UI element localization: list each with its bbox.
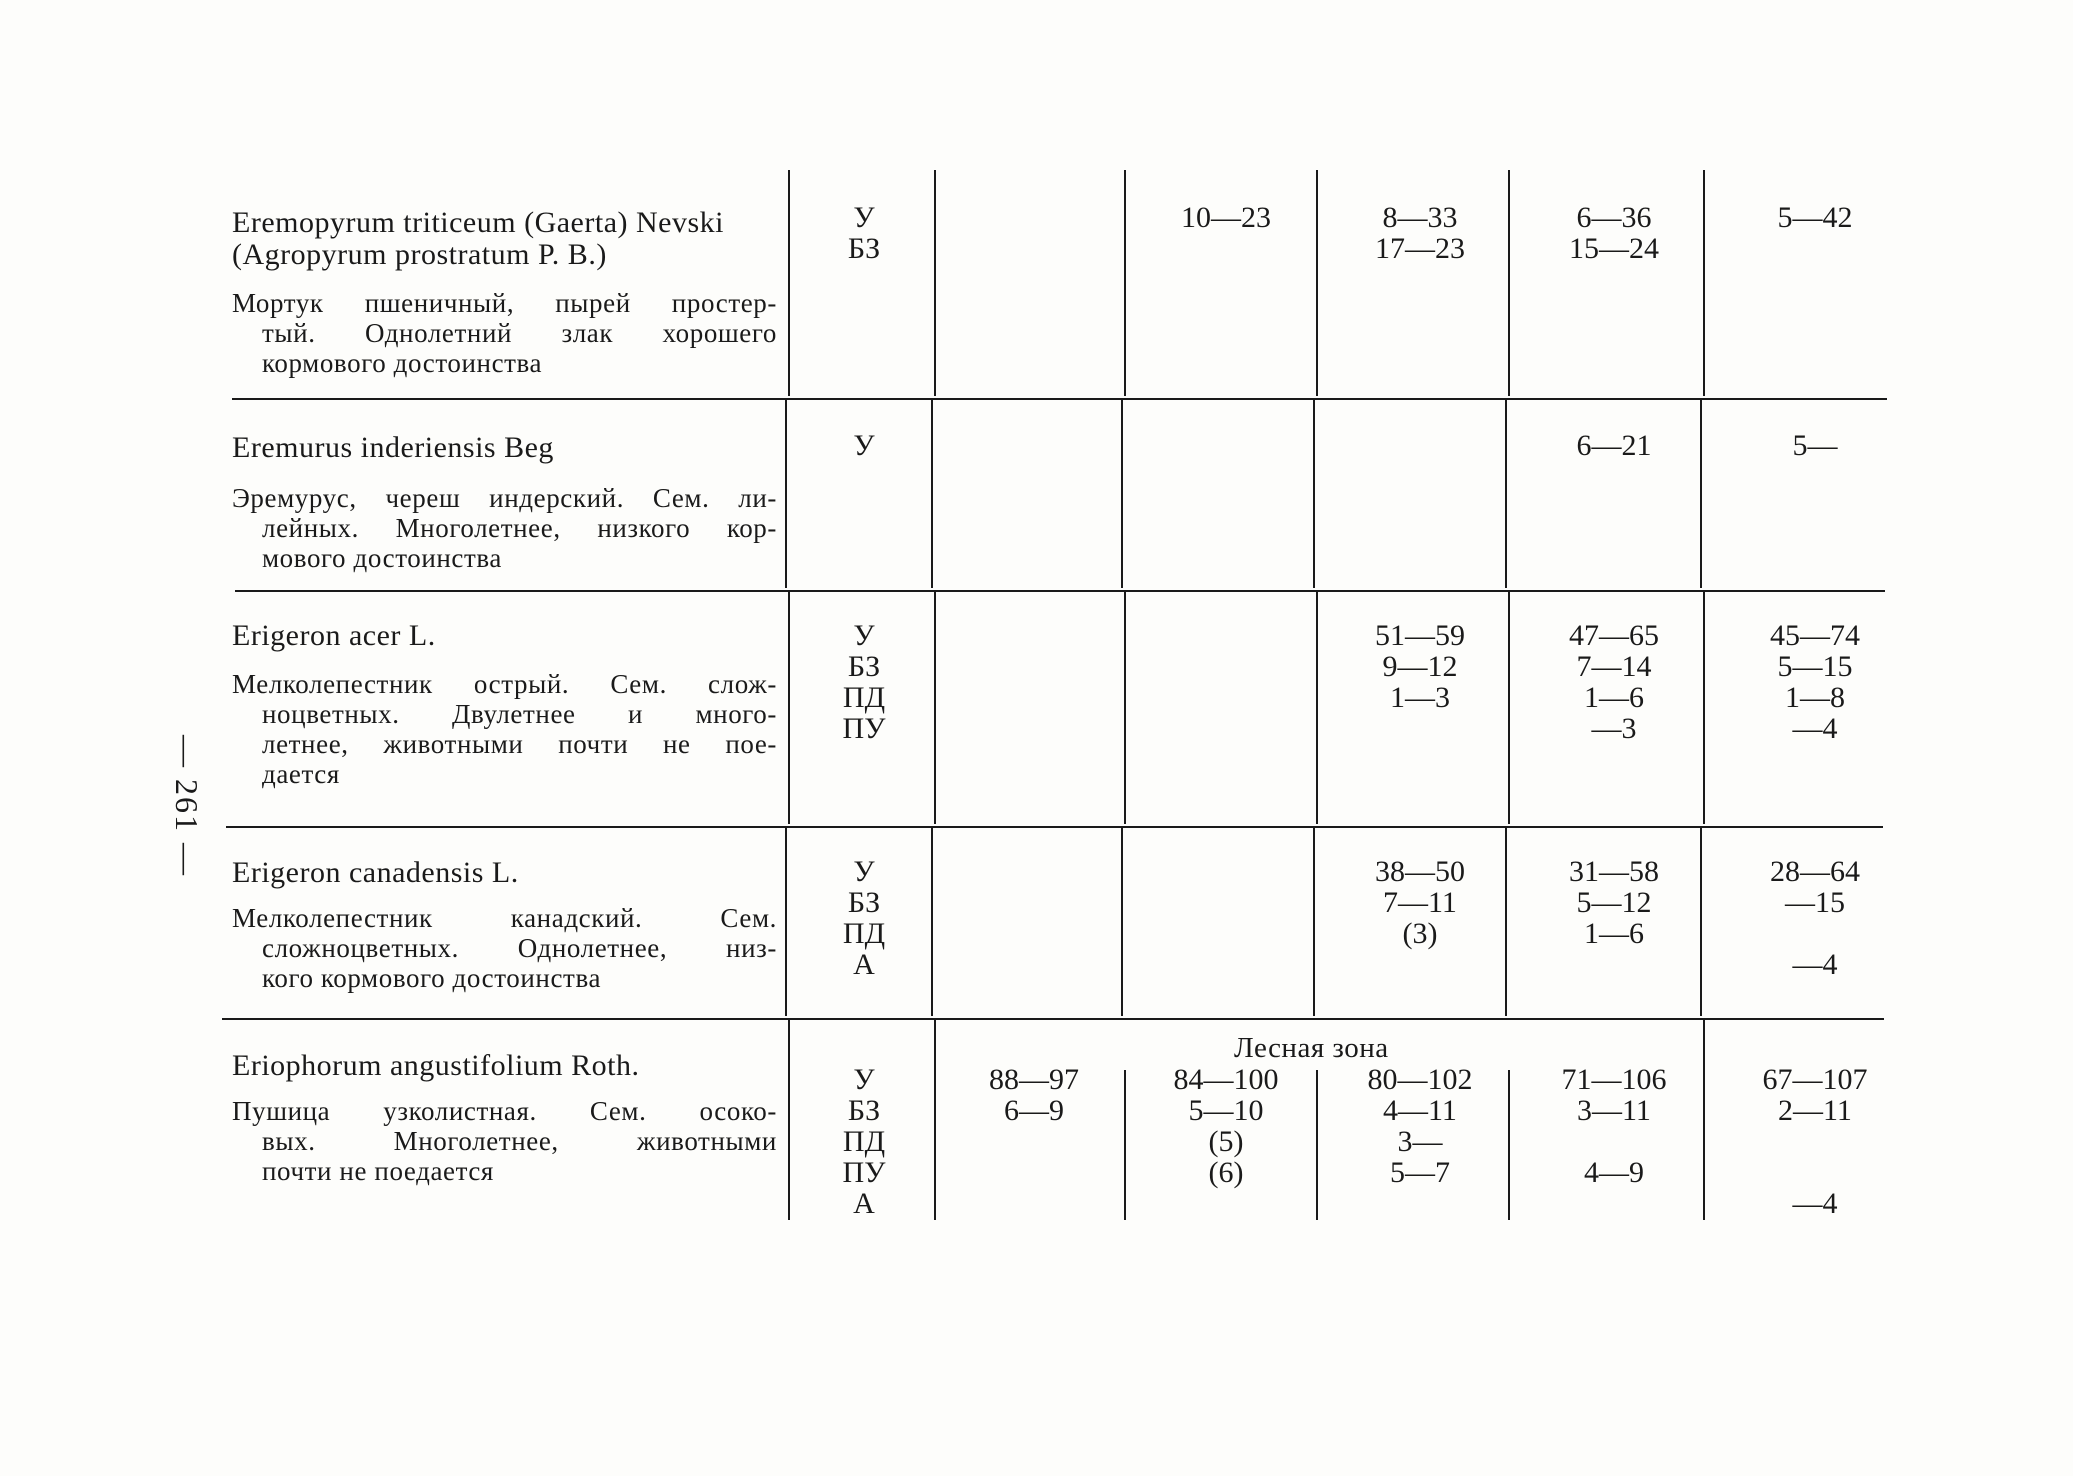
species-latin-name [232,1050,639,1082]
description-line: тый. Однолетний злак хорошего [262,318,777,348]
zone-codes [804,430,924,461]
value-cell [1725,918,1905,949]
value-cell: 5—7 [1390,1156,1450,1189]
value-cell: 5—42 [1777,201,1853,234]
value-cell: 51—59 [1375,619,1465,652]
description-line: мового достоинства [262,543,502,573]
row-divider [222,1018,1884,1020]
value-cell: 17—23 [1375,232,1465,265]
description-line: Мортук пшеничный, пырей простер- [232,288,777,318]
zone-code: У [853,619,875,652]
value-column-c2 [1136,202,1316,233]
column-rule [1124,1070,1126,1220]
description-line: кормового достоинства [262,348,543,378]
column-rule [785,828,787,1016]
value-cell: 5—10 [1188,1094,1264,1127]
latin-line: Erigeron acer L. [232,619,436,652]
value-cell: 5—15 [1777,650,1853,683]
zone-codes [804,1064,924,1219]
value-cell: 10—23 [1181,201,1271,234]
column-rule [1316,1070,1318,1220]
column-rule [1124,170,1126,396]
column-rule [1121,828,1123,1016]
zone-code: У [853,1063,875,1096]
value-column-c4 [1524,202,1704,264]
value-column-c5 [1725,430,1905,461]
value-cell: —4 [1792,948,1838,981]
value-cell: 6—21 [1576,429,1652,462]
species-latin-name [232,432,554,464]
value-cell: 38—50 [1375,855,1465,888]
value-cell: (6) [1208,1156,1244,1189]
zone-code: БЗ [847,232,881,265]
column-rule [1121,400,1123,588]
zone-code: БЗ [847,886,881,919]
latin-line: Eremopyrum triticeum (Gaerta) Nevski [232,206,724,239]
species-description [232,1096,777,1186]
value-cell: 4—11 [1383,1094,1457,1127]
value-column-c3 [1330,1064,1510,1188]
description-line: Пушица узколистная. Сем. осоко- [232,1096,777,1126]
value-cell: 7—14 [1576,650,1652,683]
value-column-c4 [1524,620,1704,744]
value-column-c3 [1330,202,1510,264]
zone-code: У [853,201,875,234]
zone-code: ПУ [842,1156,886,1189]
value-cell: 6—9 [1004,1094,1064,1127]
description-line: ноцветных. Двулетнее и много- [262,699,777,729]
description-line: Мелколепестник канадский. Сем. [232,903,777,933]
column-rule [1316,592,1318,824]
value-cell: 3—11 [1577,1094,1651,1127]
description-line: лейных. Многолетнее, низкого кор- [262,513,777,543]
value-cell [1725,1126,1905,1157]
zone-code: ПД [842,1125,886,1158]
column-rule [934,170,936,396]
column-rule [934,1020,936,1220]
description-line: Эремурус, череш индерский. Сем. ли- [232,483,777,513]
value-cell: (5) [1208,1125,1244,1158]
column-rule [1505,400,1507,588]
zone-code: БЗ [847,650,881,683]
value-cell: 31—58 [1569,855,1659,888]
description-line: летнее, животными почти не пое- [262,729,777,759]
value-column-c5 [1725,1064,1905,1219]
page-number: — 261 — [169,735,205,877]
column-rule [788,592,790,824]
row-divider [226,826,1883,828]
row-divider [235,590,1885,592]
column-rule [931,828,933,1016]
zone-code: У [853,855,875,888]
zone-code: ПД [842,681,886,714]
value-cell: 80—102 [1367,1063,1473,1096]
value-column-c5 [1725,202,1905,233]
value-cell: 3— [1397,1125,1443,1158]
value-column-c4 [1524,1064,1704,1188]
species-latin-name [232,620,436,652]
species-latin-name [232,857,519,889]
value-cell: 71—106 [1561,1063,1667,1096]
value-cell: 84—100 [1173,1063,1279,1096]
column-rule [1316,170,1318,396]
column-rule [785,400,787,588]
value-column-c1 [949,1064,1119,1126]
row-divider [232,398,1887,400]
zone-label: Лесная зона [1234,1032,1389,1064]
value-cell: 9—12 [1382,650,1458,683]
latin-line: Eremurus inderiensis Beg [232,431,554,464]
description-line: Мелколепестник острый. Сем. слож- [232,669,777,699]
species-description [232,903,777,993]
zone-codes [804,202,924,264]
value-column-c2 [1136,1064,1316,1188]
column-rule [931,400,933,588]
latin-line: Eriophorum angustifolium Roth. [232,1049,640,1082]
zone-code: ПД [842,917,886,950]
value-cell: —15 [1785,886,1845,919]
column-rule [788,170,790,396]
value-cell: 15—24 [1569,232,1659,265]
species-latin-name [232,207,724,271]
value-column-c3 [1330,620,1510,713]
value-cell: 67—107 [1762,1063,1868,1096]
species-description [232,669,777,789]
value-cell: 7—11 [1383,886,1457,919]
value-cell: 47—65 [1569,619,1659,652]
species-description [232,288,777,378]
value-cell: 1—8 [1785,681,1845,714]
value-cell: 8—33 [1382,201,1458,234]
description-line: дается [262,759,340,789]
value-column-c5 [1725,620,1905,744]
value-cell: 6—36 [1576,201,1652,234]
value-cell: 1—3 [1390,681,1450,714]
value-column-c3 [1330,856,1510,949]
description-line: сложноцветных. Однолетнее, низ- [262,933,777,963]
column-rule [788,1020,790,1220]
value-cell: —4 [1792,1187,1838,1220]
value-cell: —4 [1792,712,1838,745]
value-column-c4 [1524,856,1704,949]
column-rule [1313,828,1315,1016]
species-description [232,483,777,573]
value-cell [1725,1157,1905,1188]
zone-code: А [853,948,875,981]
value-cell: 45—74 [1770,619,1860,652]
value-cell: 28—64 [1770,855,1860,888]
description-line: вых. Многолетнее, животными [262,1126,777,1156]
value-cell: 1—6 [1584,917,1644,950]
column-rule [1700,400,1702,588]
zone-code: БЗ [847,1094,881,1127]
value-cell: —3 [1591,712,1637,745]
value-cell: 88—97 [989,1063,1079,1096]
zone-code: ПУ [842,712,886,745]
value-column-c5 [1725,856,1905,980]
value-cell [1524,1126,1704,1157]
value-cell: (3) [1402,917,1438,950]
latin-line: (Agropyrum prostratum P. B.) [232,238,607,271]
description-line: кого кормового достоинства [262,963,602,993]
value-cell: 2—11 [1778,1094,1852,1127]
zone-code: У [853,429,875,462]
latin-line: Erigeron canadensis L. [232,856,519,889]
value-cell: 5—12 [1576,886,1652,919]
description-line: почти не поедается [262,1156,494,1186]
value-cell: 1—6 [1584,681,1644,714]
column-rule [1313,400,1315,588]
zone-codes [804,620,924,744]
zone-code: А [853,1187,875,1220]
zone-codes [804,856,924,980]
value-column-c4 [1524,430,1704,461]
value-cell: 4—9 [1584,1156,1644,1189]
value-cell: 5— [1792,429,1838,462]
column-rule [1124,592,1126,824]
column-rule [934,592,936,824]
